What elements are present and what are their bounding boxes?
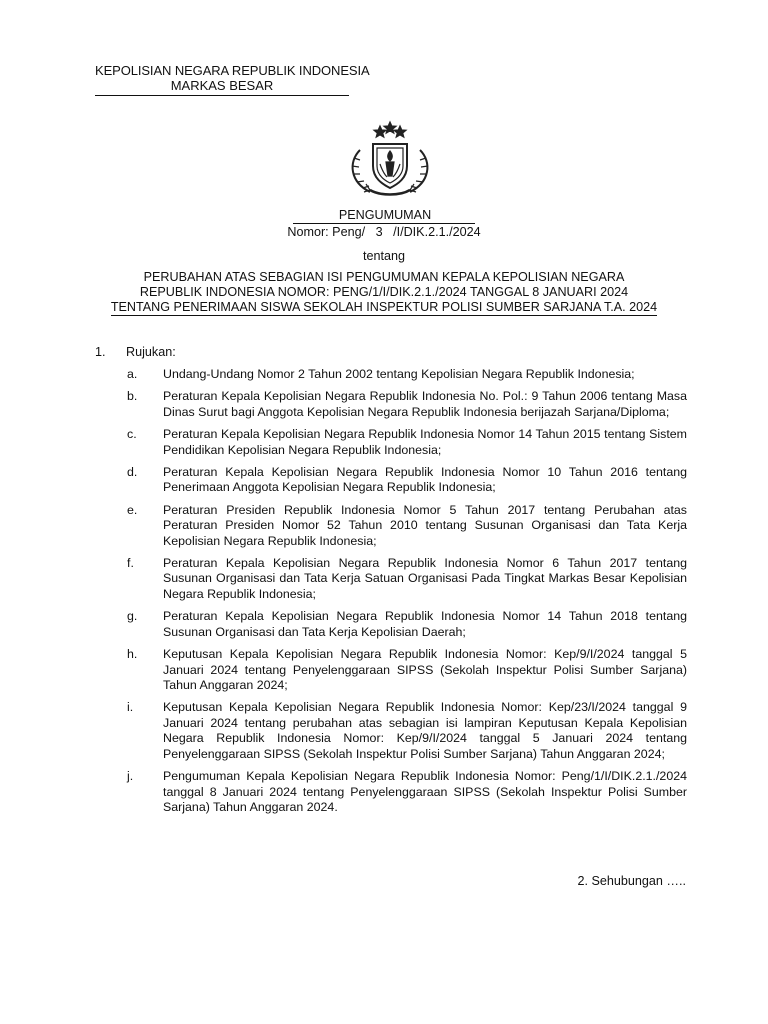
list-item xyxy=(127,647,687,694)
list-item xyxy=(127,503,687,550)
next-page-continuation: 2. Sehubungan ….. xyxy=(577,874,686,888)
item-text: Peraturan Kepala Kepolisian Negara Republik Indonesia No. Pol.: 9 Tahun 2006 tentang Masa Dinas Surut bagi Anggota Kepolisian Negara Republik Indonesia berijazah Sarjana/Diploma; xyxy=(163,389,687,419)
subject-line-3: TENTANG PENERIMAAN SISWA SEKOLAH INSPEKTUR POLISI SUMBER SARJANA T.A. 2024 xyxy=(110,300,658,314)
item-letter: f. xyxy=(127,555,134,570)
item-text: Peraturan Kepala Kepolisian Negara Republik Indonesia Nomor 10 Tahun 2016 tentang Penerimaan Anggota Kepolisian Negara Republik Indonesia; xyxy=(163,464,687,495)
unit-name: MARKAS BESAR xyxy=(95,78,349,96)
list-item xyxy=(127,700,687,762)
item-text: Pengumuman Kepala Kepolisian Negara Republik Indonesia Nomor: Peng/1/I/DIK.2.1./2024 tanggal 8 Januari 2024 tentang Penyelenggaraan SIPSS (Sekolah Inspektur Polisi Sumber Sarjana) Tahun Anggaran 2024. xyxy=(163,769,687,815)
item-letter: e. xyxy=(127,502,138,517)
title-text: PENGUMUMAN xyxy=(293,208,475,224)
document-number: Nomor: Peng/ 3 /I/DIK.2.1./2024 xyxy=(287,225,481,239)
item-letter: d. xyxy=(127,464,138,479)
subject-line-1: PERUBAHAN ATAS SEBAGIAN ISI PENGUMUMAN KEPALA KEPOLISIAN NEGARA xyxy=(143,270,625,284)
item-letter: j. xyxy=(127,769,134,784)
item-letter: c. xyxy=(127,427,137,442)
list-item xyxy=(127,769,687,816)
item-letter: b. xyxy=(127,389,138,404)
list-item xyxy=(127,609,687,640)
list-item xyxy=(127,367,687,383)
item-letter: h. xyxy=(127,647,138,662)
document-title xyxy=(0,208,768,224)
institution-name: KEPOLISIAN NEGARA REPUBLIK INDONESIA xyxy=(95,63,370,78)
police-emblem-icon xyxy=(340,120,436,200)
letterhead xyxy=(95,63,370,96)
list-item xyxy=(127,556,687,603)
section-number: 1. xyxy=(95,345,106,359)
subject-line-2: REPUBLIK INDONESIA NOMOR: PENG/1/I/DIK.2.1./2024 TANGGAL 8 JANUARI 2024 xyxy=(139,285,629,299)
list-item xyxy=(127,427,687,458)
document-subject xyxy=(0,270,768,315)
item-text: Undang-Undang Nomor 2 Tahun 2002 tentang Kepolisian Negara Republik Indonesia; xyxy=(163,367,635,381)
item-letter: g. xyxy=(127,609,138,624)
list-item xyxy=(127,389,687,420)
list-item xyxy=(127,465,687,496)
item-text: Peraturan Kepala Kepolisian Negara Republik Indonesia Nomor 14 Tahun 2015 tentang Sistem Pendidikan Kepolisian Negara Republik Indonesia; xyxy=(163,427,687,457)
item-text: Keputusan Kepala Kepolisian Negara Republik Indonesia Nomor: Kep/23/I/2024 tanggal 9 Januari 2024 tentang perubahan atas sebagian isi lampiran Keputusan Kepala Kepolisian Negara Republik Indonesia Nomor: Kep/9/I/2024 tanggal 5 Januari 2024 tentang Penyelenggaraan SIPSS (Sekolah Inspektur Polisi Sumber Sarjana) Tahun Anggaran 2024; xyxy=(163,700,687,761)
reference-list xyxy=(127,367,687,822)
section-title: Rujukan: xyxy=(126,345,176,359)
item-text: Peraturan Presiden Republik Indonesia Nomor 5 Tahun 2017 tentang Perubahan atas Peraturan Presiden Nomor 52 Tahun 2010 tentang Susunan Organisasi dan Tata Kerja Kepolisian Negara Republik Indonesia; xyxy=(163,502,687,548)
item-letter: i. xyxy=(127,700,134,715)
tentang-label: tentang xyxy=(362,249,406,263)
item-text: Peraturan Kepala Kepolisian Negara Republik Indonesia Nomor 6 Tahun 2017 tentang Susunan Organisasi dan Tata Kerja Satuan Organisasi Pada Tingkat Markas Besar Kepolisian Negara Republik Indonesia; xyxy=(163,555,687,601)
item-text: Peraturan Kepala Kepolisian Negara Republik Indonesia Nomor 14 Tahun 2018 tentang Susunan Organisasi dan Tata Kerja Kepolisian Daerah; xyxy=(163,609,687,639)
item-text: Keputusan Kepala Kepolisian Negara Republik Indonesia Nomor: Kep/9/I/2024 tanggal 5 Januari 2024 tentang Penyelenggaraan SIPSS (Sekolah Inspektur Polisi Sumber Sarjana) Tahun Anggaran 2024; xyxy=(163,647,687,693)
item-letter: a. xyxy=(127,367,138,381)
